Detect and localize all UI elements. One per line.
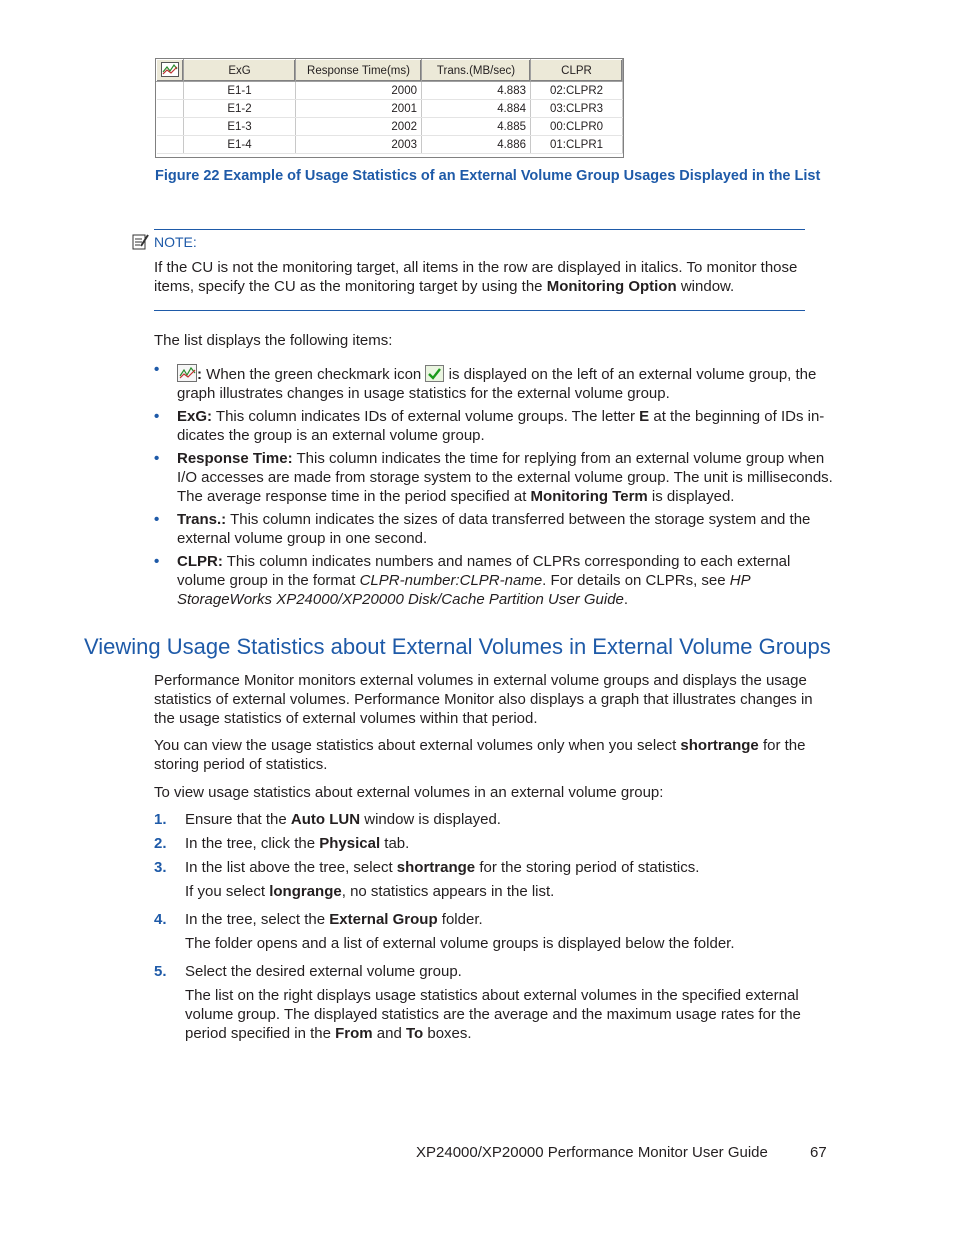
response-time-cell: 2001 [296, 100, 422, 118]
list-item-graph: • : When the green checkmark icon is displayed on the left of an external volume group, the graph illustrates changes in usage statistics for the external volume group. [154, 361, 817, 402]
clpr-cell: 00:CLPR0 [531, 118, 623, 136]
list-item-trans: • Trans.: This column indicates the sizes of data transferred between the storage system and the external volume group in one second. [154, 511, 811, 547]
table-row[interactable] [157, 136, 623, 154]
column-header-response-time[interactable]: Response Time(ms) [296, 60, 422, 82]
trans-cell: 4.886 [422, 136, 531, 154]
section-heading: Viewing Usage Statistics about External Volumes in External Volume Groups [84, 634, 831, 659]
column-header-trans[interactable]: Trans.(MB/sec) [422, 60, 531, 82]
note-text: If the CU is not the monitoring target, all items in the row are displayed in italics. To monitor those items, specify the CU as the monitoring target by using the Monitoring Option window. [154, 259, 798, 295]
trans-cell: 4.885 [422, 118, 531, 136]
step-1: 1. Ensure that the Auto LUN window is displayed. [154, 811, 501, 828]
trans-cell: 4.883 [422, 82, 531, 100]
paragraph-3: To view usage statistics about external volumes in an external volume group: [154, 784, 664, 801]
list-intro: The list displays the following items: [154, 332, 393, 349]
usage-statistics-screenshot [155, 58, 624, 158]
clpr-cell: 02:CLPR2 [531, 82, 623, 100]
table-row[interactable] [157, 82, 623, 100]
response-time-cell: 2003 [296, 136, 422, 154]
note-top-rule [154, 229, 805, 230]
step-2: 2. In the tree, click the Physical tab. [154, 835, 410, 852]
procedure-steps [154, 810, 814, 1043]
items-list [154, 360, 834, 613]
clpr-cell: 03:CLPR3 [531, 100, 623, 118]
bullet-icon: • [154, 361, 160, 378]
step-4: 4. In the tree, select the External Group folder. The folder opens and a list of external volume groups is displayed below the folder. [154, 911, 735, 952]
footer-title: XP24000/XP20000 Performance Monitor User Guide [416, 1144, 768, 1161]
step-3: 3. In the list above the tree, select shortrange for the storing period of statistics. If you select longrange, no statistics appears in the list. [154, 859, 700, 900]
exg-cell: E1-3 [184, 118, 296, 136]
monitoring-option-term: Monitoring Option [546, 278, 677, 295]
bullet-icon: • [154, 408, 160, 425]
list-item-exg: • ExG: This column indicates IDs of external volume groups. The letter E at the beginning of IDs in-dicates the group is an external volume group. [154, 408, 825, 444]
clpr-cell: 01:CLPR1 [531, 136, 623, 154]
list-item-response-time: • Response Time: This column indicates the time for replying from an external volume group when I/O accesses are made from storage system to the external volume group. The unit is milliseconds. The average response time in the period specified at Monitoring Term is displayed. [154, 450, 833, 505]
graph-icon [161, 62, 179, 77]
note-bottom-rule [154, 310, 805, 311]
usage-statistics-table [156, 59, 623, 154]
step-5: 5. Select the desired external volume group. The list on the right displays usage statistics about external volumes in the specified external volume group. The displayed statistics are the average and the maximum usage rates for the period specified in the From and To boxes. [154, 963, 801, 1042]
trans-cell: 4.884 [422, 100, 531, 118]
graph-column-header[interactable] [157, 60, 184, 82]
figure-caption: Figure 22 Example of Usage Statistics of an External Volume Group Usages Displayed in the List [155, 168, 821, 184]
bullet-icon: • [154, 511, 160, 528]
exg-cell: E1-2 [184, 100, 296, 118]
column-header-exg[interactable]: ExG [184, 60, 296, 82]
response-time-cell: 2002 [296, 118, 422, 136]
graph-icon [177, 364, 197, 382]
list-item-clpr: • CLPR: This column indicates numbers and names of CLPRs corresponding to each external volume group in the format CLPR-number:CLPR-name. For details on CLPRs, see HP StorageWorks XP24000/XP20000 Disk/Cache Partition User Guide. [154, 553, 791, 608]
note-label: NOTE: [154, 233, 197, 250]
bullet-icon: • [154, 450, 160, 467]
page-number: 67 [810, 1144, 827, 1161]
exg-cell: E1-4 [184, 136, 296, 154]
column-header-clpr[interactable]: CLPR [531, 60, 623, 82]
bullet-icon: • [154, 553, 160, 570]
response-time-cell: 2000 [296, 82, 422, 100]
paragraph-1: Performance Monitor monitors external volumes in external volume groups and displays the usage statistics of external volumes. Performance Monitor also displays a graph that illustrates changes in the usage statistics of external volumes within that period. [154, 672, 813, 727]
exg-cell: E1-1 [184, 82, 296, 100]
table-row[interactable] [157, 100, 623, 118]
table-row[interactable] [157, 118, 623, 136]
note-icon [132, 233, 150, 250]
note-header [132, 233, 197, 250]
green-checkmark-icon [425, 365, 444, 382]
paragraph-2: You can view the usage statistics about external volumes only when you select shortrange for the storing period of statistics. [154, 737, 806, 773]
